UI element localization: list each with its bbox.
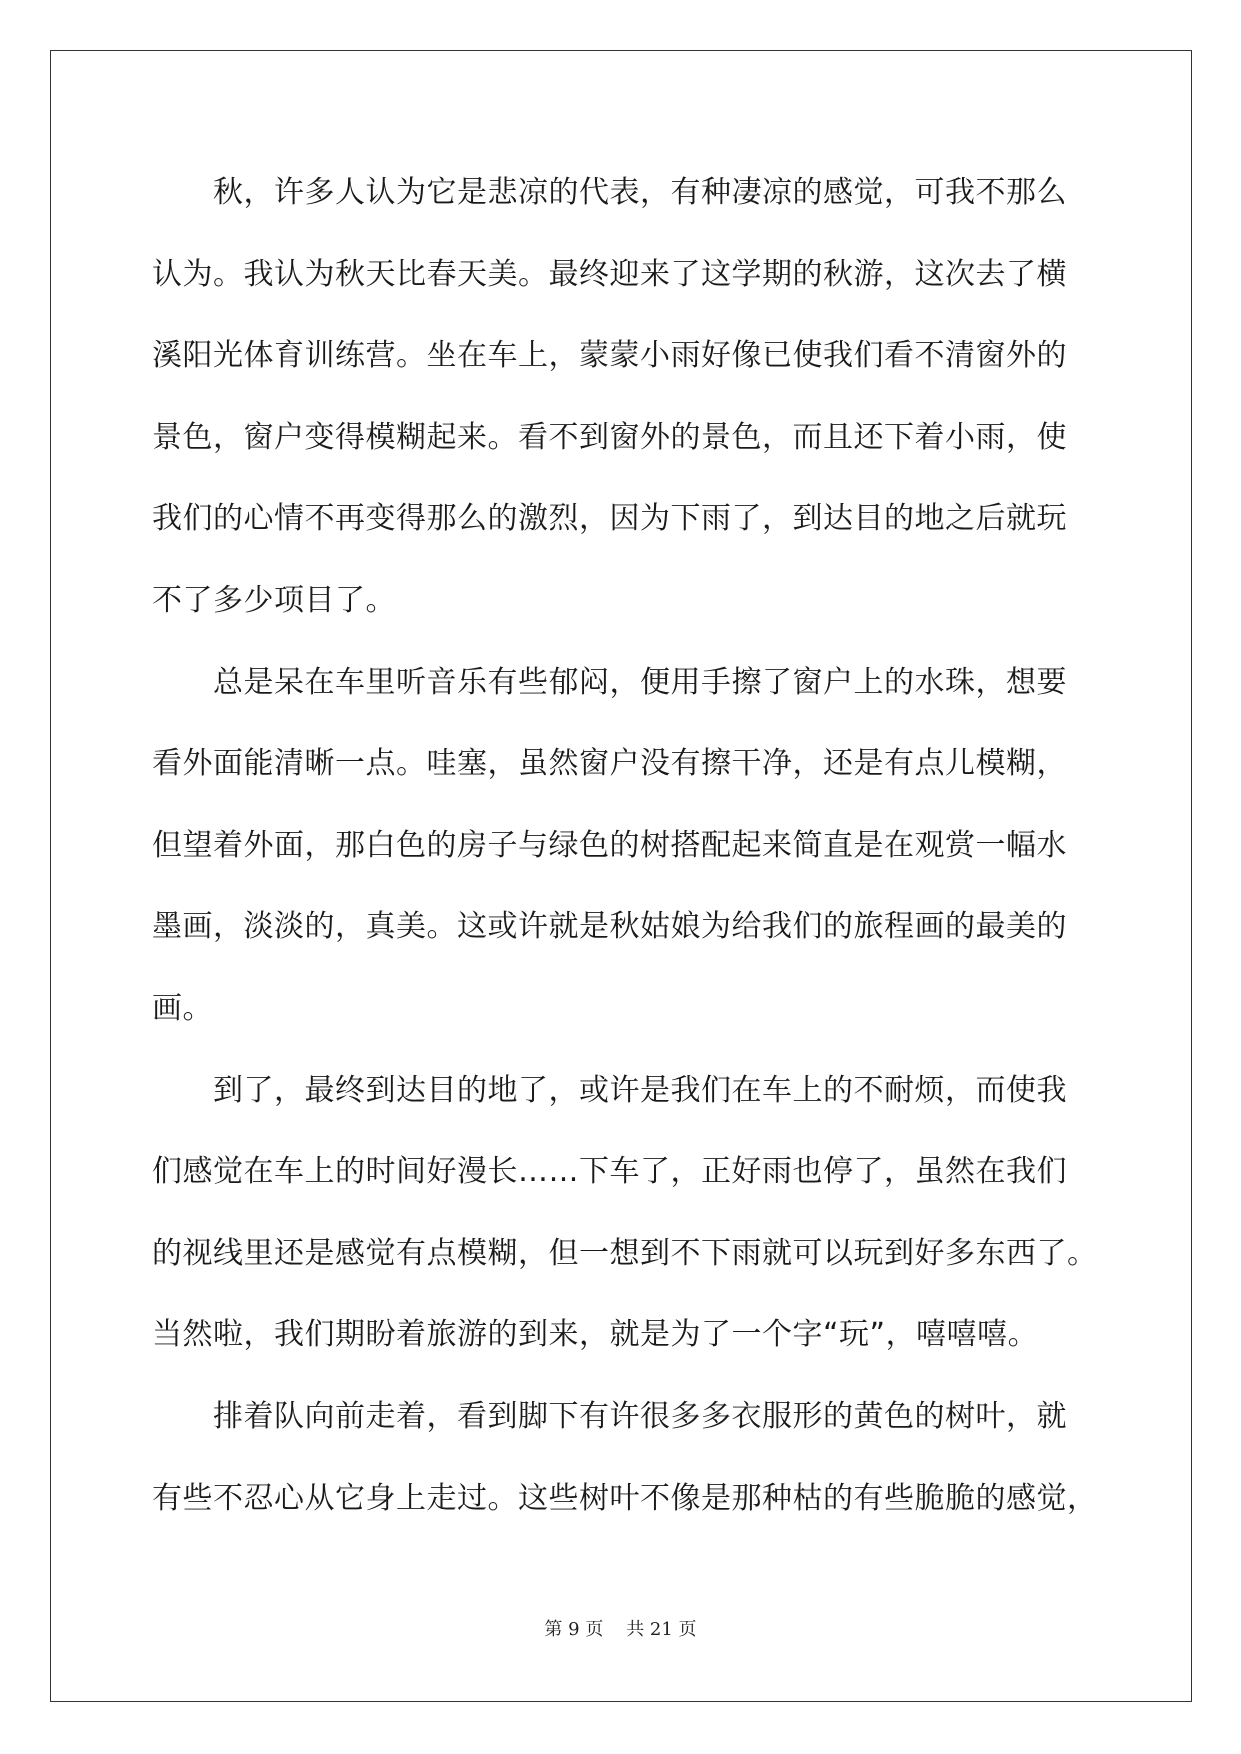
text-line: 当然啦，我们期盼着旅游的到来，就是为了一个字“玩”，嘻嘻嘻。	[152, 1317, 1039, 1353]
text-line: 但望着外面，那白色的房子与绿色的树搭配起来简直是在观赏一幅水	[152, 827, 1067, 863]
text-line: 们感觉在车上的时间好漫长……下车了，正好雨也停了，虽然在我们	[152, 1154, 1067, 1190]
text-line: 总是呆在车里听音乐有些郁闷，便用手擦了窗户上的水珠，想要	[213, 664, 1067, 700]
text-line: 有些不忍心从它身上走过。这些树叶不像是那种枯的有些脆脆的感觉，	[152, 1480, 1098, 1516]
text-line: 到了，最终到达目的地了，或许是我们在车上的不耐烦，而使我	[213, 1072, 1067, 1108]
text-line: 溪阳光体育训练营。坐在车上，蒙蒙小雨好像已使我们看不清窗外的	[152, 338, 1067, 374]
text-line: 的视线里还是感觉有点模糊，但一想到不下雨就可以玩到好多东西了。	[152, 1235, 1098, 1271]
text-line: 不了多少项目了。	[152, 582, 396, 618]
text-line: 看外面能清晰一点。哇塞，虽然窗户没有擦干净，还是有点儿模糊，	[152, 746, 1067, 782]
text-line: 墨画，淡淡的，真美。这或许就是秋姑娘为给我们的旅程画的最美的	[152, 909, 1067, 945]
text-line: 秋，许多人认为它是悲凉的代表，有种凄凉的感觉，可我不那么	[213, 175, 1067, 210]
text-line: 我们的心情不再变得那么的激烈，因为下雨了，到达目的地之后就玩	[152, 501, 1067, 537]
text-line: 认为。我认为秋天比春天美。最终迎来了这学期的秋游，这次去了横	[152, 256, 1067, 292]
document-body	[152, 152, 1098, 1539]
text-line: 排着队向前走着，看到脚下有许很多多衣服形的黄色的树叶，就	[213, 1398, 1067, 1434]
text-line: 画。	[152, 990, 213, 1026]
text-line: 景色，窗户变得模糊起来。看不到窗外的景色，而且还下着小雨，使	[152, 419, 1067, 455]
page-number-footer: 第 9 页 共 21 页	[544, 1619, 697, 1640]
